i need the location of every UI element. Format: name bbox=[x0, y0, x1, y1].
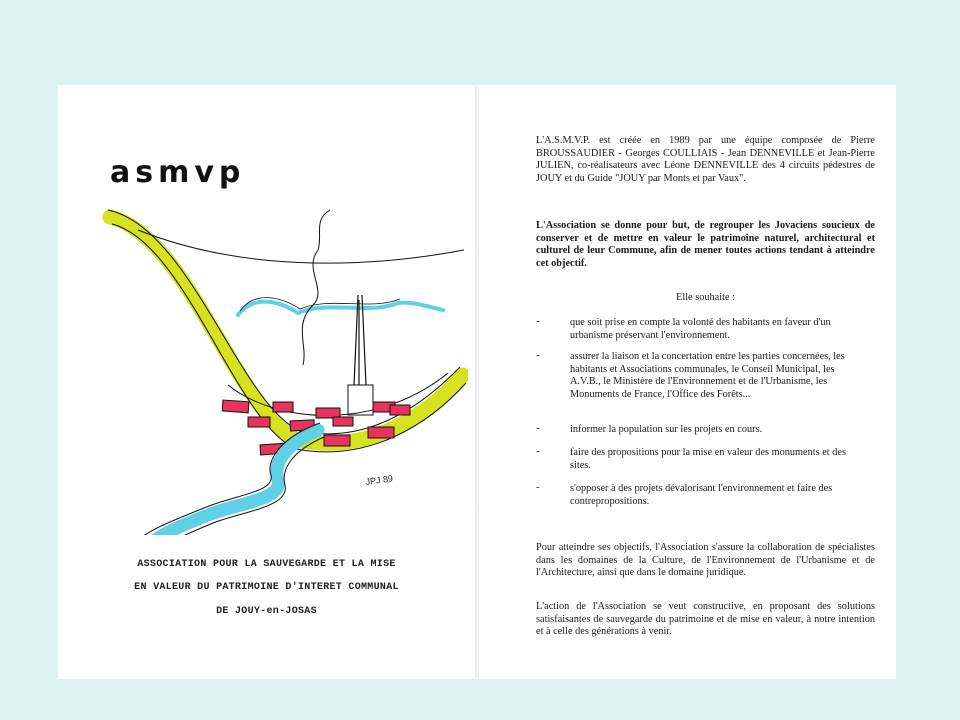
brochure bbox=[58, 85, 896, 679]
village-drawing bbox=[68, 205, 468, 535]
bullet-dash-5: - bbox=[536, 481, 540, 493]
cover-page bbox=[58, 85, 475, 679]
bullet-dash-4: - bbox=[536, 445, 540, 457]
action-paragraph: L'action de l'Association se veut constructive, en proposant des solutions satisfaisantes de sauvegarde du patrimoine et de mise en valeur, à notre intention et à celle des générations à venir. bbox=[536, 601, 875, 638]
asmvp-logo: asmvp bbox=[110, 155, 246, 190]
bullet-dash-1: - bbox=[536, 315, 540, 327]
wish-item-2: assurer la liaison et la concertation entre les parties concernées, les habitants et Associations communales, le Conseil Municipal, les A.V.B., le Ministère de l'Environnement et de l'Urbanisme, les Monuments de France, l'Office des Forêts... bbox=[570, 351, 845, 400]
caption-line-2: EN VALEUR DU PATRIMOINE D'INTERET COMMUNAL bbox=[134, 582, 399, 593]
bullet-dash-2: - bbox=[536, 349, 540, 361]
wish-item-1: que soit prise en compte la volonté des habitants en faveur d'un urbanisme préservant l'environnement. bbox=[570, 317, 831, 341]
wish-item-5: s'opposer à des projets dévalorisant l'environnement et faire des contrepropositions. bbox=[570, 483, 833, 507]
intro-paragraph: L'A.S.M.V.P. est créée en 1989 par une équipe composée de Pierre BROUSSAUDIER - Georges COULLIAIS - Jean DENNEVILLE et Jean-Pierre JULIEN, co-réalisateurs avec Léone DENNEVILLE des 4 circuits pédestres de JOUY et du Guide "JOUY par Monts et par Vaux". bbox=[536, 135, 875, 184]
smoke-trail bbox=[302, 210, 330, 365]
wishes-title: Elle souhaite : bbox=[676, 292, 735, 303]
wish-item-3: informer la population sur les projets en cours. bbox=[570, 424, 763, 435]
bullet-dash-3: - bbox=[536, 422, 540, 434]
artist-signature: JPJ 89 bbox=[364, 473, 394, 487]
caption-line-1: ASSOCIATION POUR LA SAUVEGARDE ET LA MISE bbox=[137, 559, 396, 570]
text-page bbox=[479, 85, 896, 679]
valley-line bbox=[138, 230, 464, 263]
wish-item-4: faire des propositions pour la mise en valeur des monuments et des sites. bbox=[570, 447, 846, 471]
goal-paragraph: L'Association se donne pour but, de regrouper les Jovaciens soucieux de conserver et de mettre en valeur le patrimoine naturel, architectural et culturel de leur Commune, afin de mener toutes actions tendant à atteindre cet objectif. bbox=[536, 220, 875, 269]
caption-line-3: DE JOUY-en-JOSAS bbox=[216, 606, 317, 617]
collaboration-paragraph: Pour atteindre ses objectifs, l'Association s'assure la collaboration de spécialistes dans les domaines de la Culture, de l'Environnement de l'Urbanisme et de l'Architecture, ainsi que dans le domaine juridique. bbox=[536, 542, 875, 579]
